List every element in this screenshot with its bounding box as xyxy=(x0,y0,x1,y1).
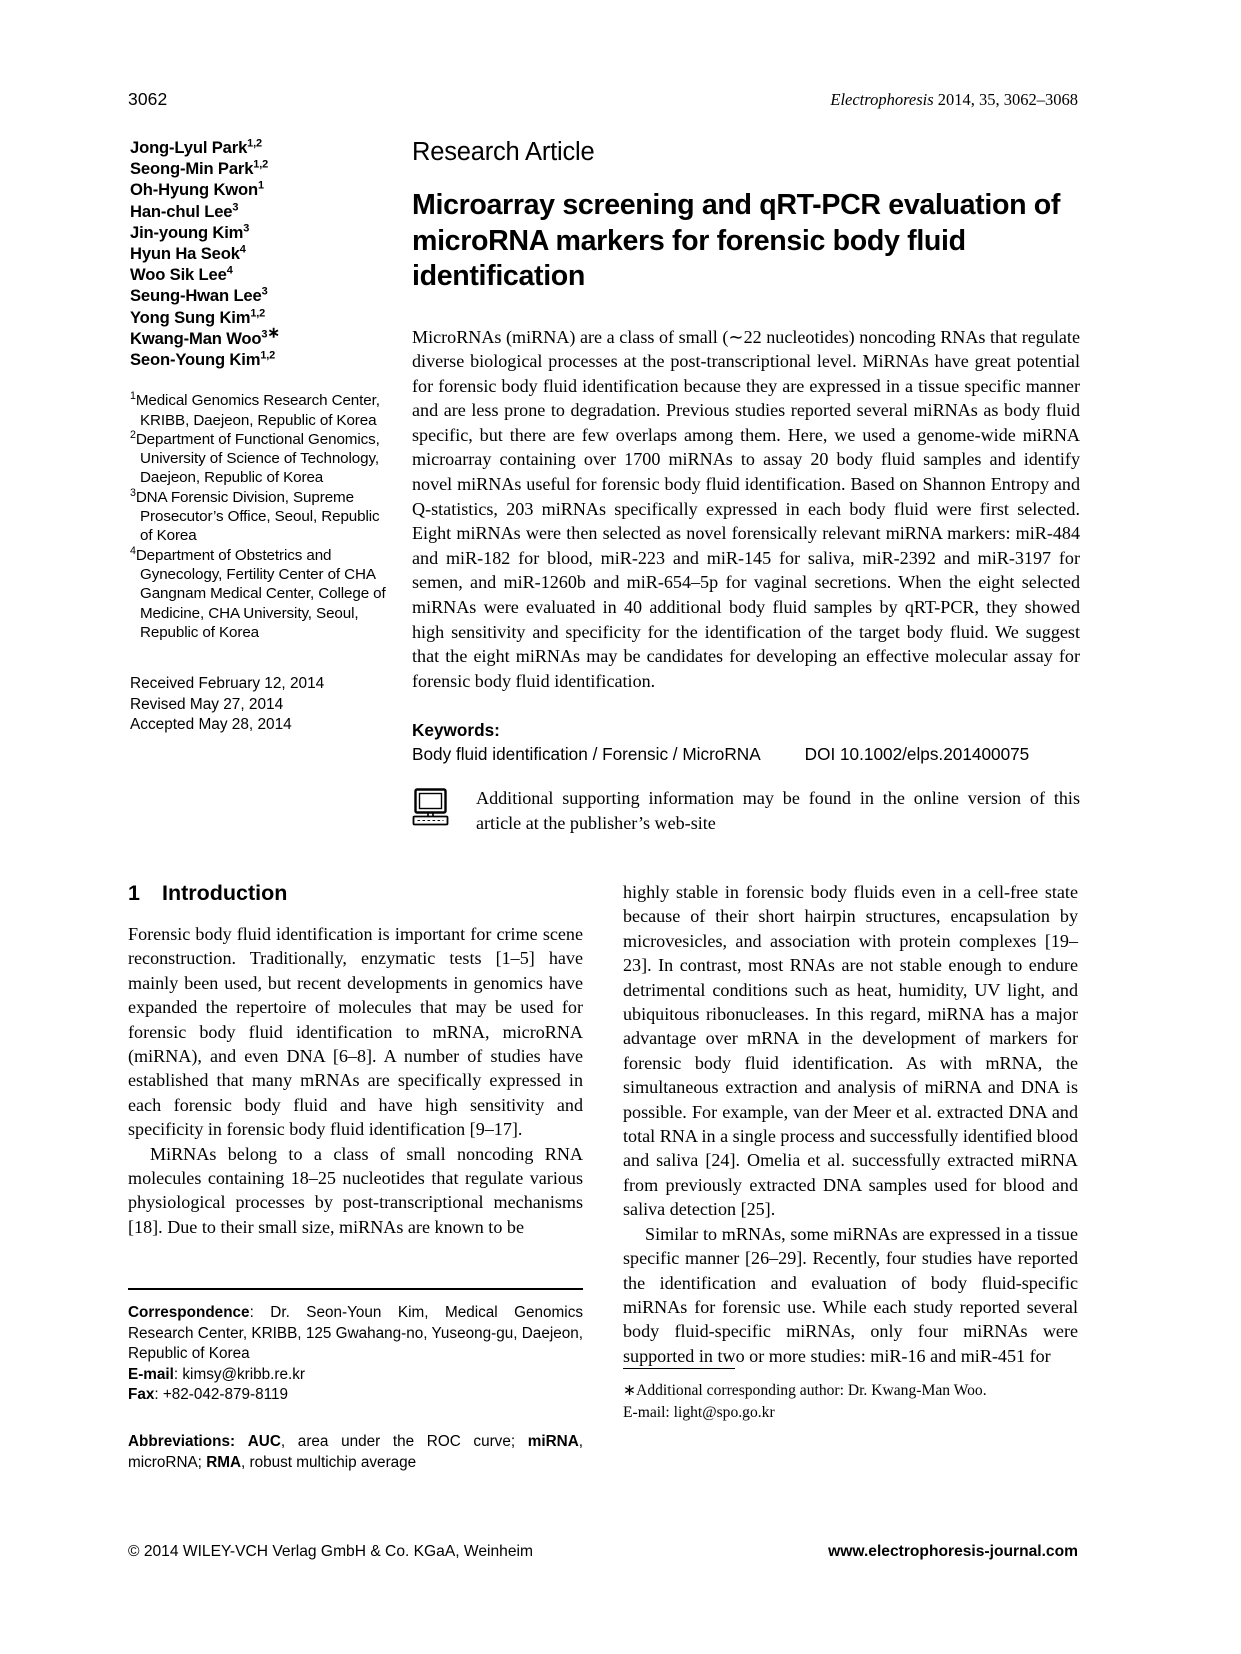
section-number: 1 xyxy=(128,881,140,905)
fax-label: Fax xyxy=(128,1386,155,1404)
supporting-information-text: Additional supporting information may be found in the online version of this article at the publisher’s web-site xyxy=(476,788,1080,833)
keywords-block xyxy=(412,719,1080,766)
journal-website-link[interactable]: www.electrophoresis-journal.com xyxy=(828,1543,1078,1560)
author-label: Kwang-Man Woo xyxy=(130,328,262,348)
body-paragraph: MiRNAs belong to a class of small noncoding RNA molecules containing 18–25 nucleotides that regulate various physiological processes by post-transcriptional mechanisms [18]. Due to their small size, miRNAs are known to be xyxy=(128,1143,583,1237)
affiliation-item xyxy=(130,488,392,546)
page-number: 3062 xyxy=(128,89,168,109)
email-value[interactable]: : kimsy@kribb.re.kr xyxy=(173,1365,306,1383)
affiliation-item xyxy=(130,546,392,642)
author-label: Seon-Young Kim xyxy=(130,350,261,370)
history-date: Accepted May 28, 2014 xyxy=(130,716,292,734)
affiliation-number: 4 xyxy=(130,544,136,557)
footnote-left xyxy=(128,1288,583,1473)
author-label: Han-chul Lee xyxy=(130,201,233,221)
affiliation-marker: 1,2 xyxy=(253,158,269,171)
affiliation-item xyxy=(130,430,392,488)
body-column-left xyxy=(128,880,583,1239)
author-rail xyxy=(130,137,392,736)
history-dates xyxy=(130,674,392,736)
author-label: Hyun Ha Seok xyxy=(130,244,240,264)
affiliation-marker: 3 xyxy=(261,285,268,298)
abbreviation-definition: , microRNA; xyxy=(128,1432,583,1471)
affiliation-list xyxy=(130,391,392,642)
correspondence-text: : Dr. Seon-Youn Kim, Medical Genomics Research Center, KRIBB, 125 Gwahang-no, Yuseong-gu, Daejeon, Republic of Korea xyxy=(128,1304,583,1363)
corresponding-author-email[interactable]: E-mail: light@spo.go.kr xyxy=(623,1403,775,1421)
running-head xyxy=(128,89,1078,113)
abbreviations-block xyxy=(128,1432,583,1473)
abbreviation-definition: , area under the ROC curve; xyxy=(280,1432,528,1450)
author-name xyxy=(130,243,392,264)
keywords-row xyxy=(412,742,1080,766)
corresponding-author-note xyxy=(623,1380,1078,1423)
author-name xyxy=(130,201,392,222)
history-date: Received February 12, 2014 xyxy=(130,675,325,693)
author-name xyxy=(130,307,392,328)
author-label: Yong Sung Kim xyxy=(130,307,251,327)
doi-link[interactable]: DOI 10.1002/elps.201400075 xyxy=(804,744,1030,765)
affiliation-number: 1 xyxy=(130,390,136,403)
affiliation-number: 2 xyxy=(130,428,136,441)
body-paragraph: Similar to mRNAs, some miRNAs are expressed in a tissue specific manner [26–29]. Recently, four studies have reported the identification and evaluation of body fluid-specific miRNAs for forensic use. While each study reported several body fluid-specific miRNAs, only four miRNAs were supported in two or more studies: miR-16 and miR-451 for xyxy=(623,1223,1078,1366)
abbreviation-term: RMA xyxy=(206,1453,242,1471)
article-head xyxy=(412,137,1080,836)
keywords-terms: Body fluid identification / Forensic / MicroRNA xyxy=(412,744,761,765)
supporting-information-row xyxy=(412,786,1080,835)
abbreviation-definition: , robust multichip average xyxy=(241,1453,417,1471)
footnote-right xyxy=(623,1368,1078,1423)
page-footer xyxy=(128,1543,1078,1561)
author-name xyxy=(130,179,392,200)
author-label: Jin-young Kim xyxy=(130,222,244,242)
abbreviation-term: miRNA xyxy=(527,1432,579,1450)
fax-value: : +82-042-879-8119 xyxy=(154,1386,289,1404)
body-paragraph: Forensic body fluid identification is important for crime scene reconstruction. Traditionally, enzymatic tests [1–5] have mainly been used, but recent developments in genomics have expanded the repertoire of molecules that may be used for forensic body fluid identification to mRNA, microRNA (miRNA), and even DNA [6–8]. A number of studies have established that many mRNAs are specifically expressed in each forensic body fluid and have high sensitivity and specificity in forensic body fluid identification [9–17]. xyxy=(128,924,583,1140)
affiliation-marker: 1,2 xyxy=(250,307,266,320)
author-name xyxy=(130,285,392,306)
corresponding-author-text: ∗Additional corresponding author: Dr. Kwang-Man Woo. xyxy=(623,1382,987,1399)
footnote-rule xyxy=(128,1288,583,1290)
journal-title: Electrophoresis xyxy=(830,90,934,109)
corresponding-author-marker: ∗ xyxy=(267,324,280,342)
affiliation-marker: 3 xyxy=(261,328,268,341)
affiliation-text: DNA Forensic Division, Supreme Prosecutor’s Office, Seoul, Republic of Korea xyxy=(135,488,380,545)
author-label: Jong-Lyul Park xyxy=(130,138,248,157)
author-name xyxy=(130,137,392,158)
author-label: Oh-Hyung Kwon xyxy=(130,180,259,200)
journal-issue: 2014, 35, 3062–3068 xyxy=(933,90,1078,109)
page-title: Microarray screening and qRT-PCR evaluation of microRNA markers for forensic body fluid identification xyxy=(412,189,1061,292)
author-list xyxy=(130,137,392,370)
author-name xyxy=(130,349,392,370)
keywords-label: Keywords: xyxy=(412,720,500,741)
body-paragraph: highly stable in forensic body fluids even in a cell-free state because of their short hairpin structures, encapsulation by microvesicles, and association with protein complexes [19–23]. In contrast, most RNAs are not stable enough to endure detrimental conditions such as heat, humidity, UV light, and ubiquitous ribonucleases. In this regard, miRNA has a major advantage over mRNA in the development of markers for forensic body fluid identification. As with mRNA, the simultaneous extraction and analysis of miRNA and DNA is possible. For example, van der Meer et al. extracted DNA and total RNA in a single process and successfully identified blood and saliva [24]. Omelia et al. successfully extracted miRNA from previously extracted DNA samples used for blood and saliva detection [25]. xyxy=(623,882,1078,1220)
email-label: E-mail xyxy=(128,1365,174,1383)
author-name xyxy=(130,222,392,243)
correspondence-block xyxy=(128,1303,583,1406)
abbreviation-term: AUC xyxy=(247,1432,281,1450)
copyright-notice: © 2014 WILEY-VCH Verlag GmbH & Co. KGaA, Weinheim xyxy=(128,1543,533,1560)
affiliation-item xyxy=(130,391,392,430)
author-name xyxy=(130,324,392,349)
author-label: Woo Sik Lee xyxy=(130,265,227,285)
article-type-kicker: Research Article xyxy=(412,138,595,166)
affiliation-text: Department of Obstetrics and Gynecology, Fertility Center of CHA Gangnam Medical Center, College of Medicine, CHA University, Seoul, Republic of Korea xyxy=(135,546,386,641)
computer-monitor-icon xyxy=(412,786,456,831)
history-date: Revised May 27, 2014 xyxy=(130,695,284,713)
journal-citation xyxy=(830,90,1078,110)
section-title: Introduction xyxy=(162,881,288,905)
author-name xyxy=(130,264,392,285)
affiliation-marker: 4 xyxy=(239,243,246,256)
section-heading-introduction xyxy=(128,880,583,906)
affiliation-text: Medical Genomics Research Center, KRIBB, Daejeon, Republic of Korea xyxy=(135,392,380,429)
affiliation-number: 3 xyxy=(130,486,136,499)
affiliation-text: Department of Functional Genomics, University of Science of Technology, Daejeon, Republic of Korea xyxy=(135,430,380,487)
author-label: Seong-Min Park xyxy=(130,159,254,179)
affiliation-marker: 3 xyxy=(232,201,239,214)
abstract-text: MicroRNAs (miRNA) are a class of small (∼22 nucleotides) noncoding RNAs that regulate diverse biological processes at the post-transcriptional level. MiRNAs have great potential for forensic body fluid identification because they are expressed in a tissue specific manner and are less prone to degradation. Previous studies reported several miRNAs as body fluid specific, but there are few overlaps among them. Here, we used a genome-wide miRNA microarray containing over 1700 miRNAs to assay 20 body fluid samples and identify novel miRNAs useful for forensic body fluid identification. Based on Shannon Entropy and Q-statistics, 203 miRNAs specifically expressed in each body fluid were first selected. Eight miRNAs were then selected as novel forensically relevant miRNA markers: miR-484 and miR-182 for blood, miR-223 and miR-145 for saliva, miR-2392 and miR-3197 for semen, and miR-1260b and miR-654–5p for vaginal secretions. When the eight selected miRNAs were evaluated in 40 additional body fluid samples by qRT-PCR, they showed high sensitivity and specificity for the identification of the target body fluid. We suggest that the eight miRNAs may be candidates for developing an effective molecular assay for forensic body fluid identification. xyxy=(412,326,1080,691)
correspondence-label: Correspondence xyxy=(128,1304,250,1321)
affiliation-marker: 1,2 xyxy=(247,137,262,150)
author-label: Seung-Hwan Lee xyxy=(130,286,262,306)
footnote-rule xyxy=(623,1368,735,1369)
affiliation-marker: 1,2 xyxy=(260,349,276,362)
affiliation-marker: 1 xyxy=(258,179,264,192)
body-column-right xyxy=(623,880,1078,1368)
affiliation-marker: 4 xyxy=(226,264,233,277)
abbreviations-label: Abbreviations: xyxy=(128,1432,236,1450)
author-name xyxy=(130,158,392,179)
affiliation-marker: 3 xyxy=(243,222,250,235)
